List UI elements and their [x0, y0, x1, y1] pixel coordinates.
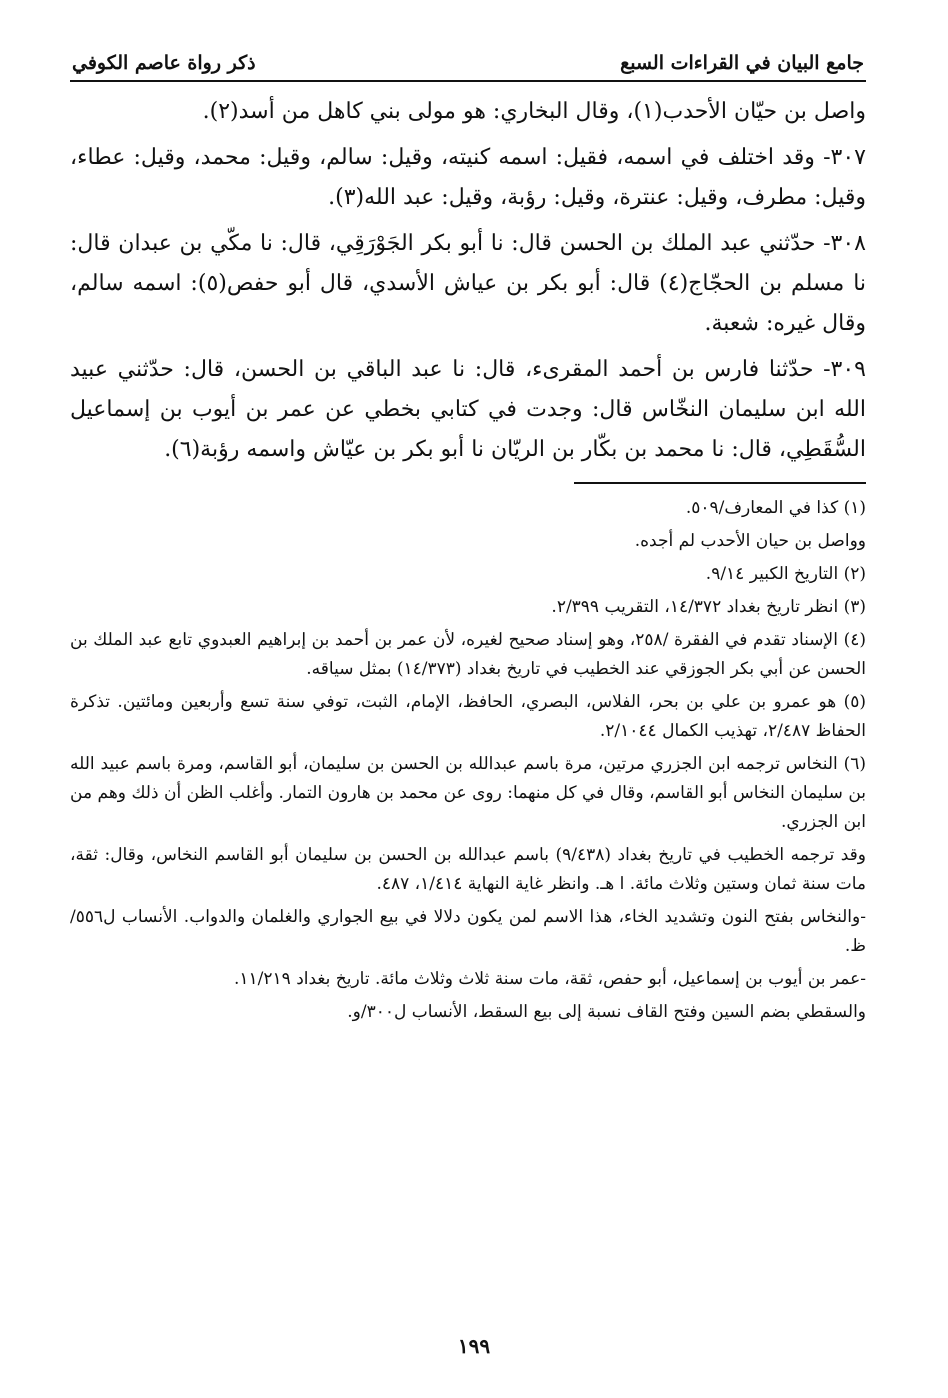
main-paragraph: ٣٠٧- وقد اختلف في اسمه، فقيل: اسمه كنيته، وقيل: سالم، وقيل: محمد، وقيل: عطاء، وقيل: مطرف، وقيل: عنترة، وقيل: رؤبة، وقيل: عبد الله(٣). — [70, 145, 866, 210]
footnote: وواصل بن حيان الأحدب لم أجده. — [634, 531, 866, 551]
page-number: ١٩٩ — [457, 1334, 491, 1358]
footnote: (٥) هو عمرو بن علي بن بحر، الفلاس، البصري، الحافظ، الإمام، الثبت، توفي سنة تسع وأربعين ومائتين. تذكرة الحفاظ ٢/٤٨٧، تهذيب الكمال ٢/١٠٤٤. — [70, 692, 866, 741]
footnote: (٣) انظر تاريخ بغداد ١٤/٣٧٢، التقريب ٢/٣٩٩. — [551, 597, 866, 617]
footnote-divider — [574, 482, 866, 484]
footnote: (٢) التاريخ الكبير ٩/١٤. — [705, 564, 866, 584]
footnote: -والنخاس بفتح النون وتشديد الخاء، هذا الاسم لمن يكون دلالا في بيع الجواري والغلمان والدواب. الأنساب ل٥٥٦/ظ. — [70, 907, 866, 956]
footnote: (٦) النخاس ترجمه ابن الجزري مرتين، مرة باسم عبدالله بن الحسن بن سليمان، أبو القاسم، ومرة باسم عبيد الله بن سليمان النخاس أبو القاسم، وقال في كل منهما: روى عن محمد بن هارون التمار. وأغلب الظن أن ذلك وهم من ابن الجزري. — [70, 754, 866, 832]
footnote: (١) كذا في المعارف/٥٠٩. — [685, 498, 866, 518]
main-text — [70, 92, 866, 470]
footnote: (٤) الإسناد تقدم في الفقرة /٢٥٨، وهو إسناد صحيح لغيره، لأن عمر بن أحمد بن إبراهيم العبدوي تابع عبد الملك بن الحسن عن أبي بكر الجوزقي عند الخطيب في تاريخ بغداد (١٤/٣٧٣) بمثل سياقه. — [70, 630, 867, 679]
section-title: ذكر رواة عاصم الكوفي — [72, 52, 256, 74]
running-header — [70, 52, 866, 82]
footnotes — [70, 494, 866, 1027]
book-title: جامع البيان في القراءات السبع — [620, 52, 864, 74]
main-paragraph: ٣٠٨- حدّثني عبد الملك بن الحسن قال: نا أبو بكر الجَوْرَقِي، قال: نا مكّي بن عبدان قال: نا مسلم بن الحجّاج(٤) قال: أبو بكر بن عياش الأسدي، قال أبو حفص(٥): اسمه سالم، وقال غيره: شعبة. — [70, 231, 867, 336]
main-paragraph: ٣٠٩- حدّثنا فارس بن أحمد المقرىء، قال: نا عبد الباقي بن الحسن، قال: حدّثني عبيد الله ابن سليمان النخّاس قال: وجدت في كتابي بخطي عن عمر بن أيوب بن إسماعيل السُّقَطِي، قال: نا محمد بن بكّار بن الريّان نا أبو بكر بن عيّاش واسمه رؤبة(٦). — [70, 357, 866, 462]
footnote: -عمر بن أيوب بن إسماعيل، أبو حفص، ثقة، مات سنة ثلاث وثلاث مائة. تاريخ بغداد ١١/٢١٩. — [234, 969, 866, 989]
footnote: وقد ترجمه الخطيب في تاريخ بغداد (٩/٤٣٨) باسم عبدالله بن الحسن بن سليمان أبو القاسم النخاس، وقال: ثقة، مات سنة ثمان وستين وثلاث مائة. ا هـ. وانظر غاية النهاية ١/٤١٤، ٤٨٧. — [70, 845, 866, 894]
footnote: والسقطي بضم السين وفتح القاف نسبة إلى بيع السقط، الأنساب ل٣٠٠/و. — [347, 1002, 866, 1022]
main-paragraph: واصل بن حيّان الأحدب(١)، وقال البخاري: هو مولى بني كاهل من أسد(٢). — [202, 99, 866, 124]
